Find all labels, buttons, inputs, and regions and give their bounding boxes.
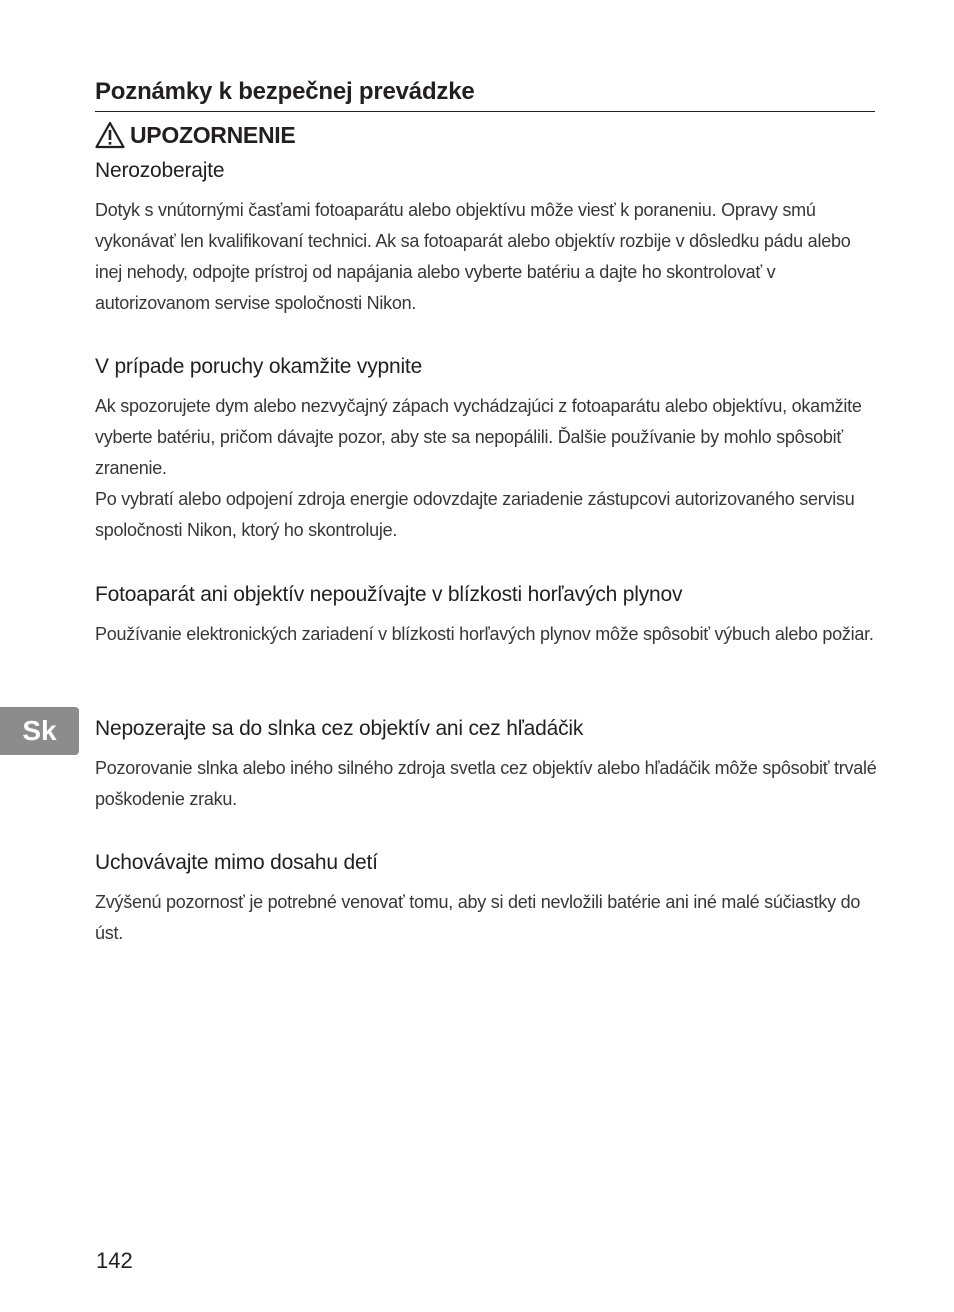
section-children [95,848,880,949]
caution-heading [95,118,295,152]
section-heading: V prípade poruchy okamžite vypnite [95,355,423,378]
section-paragraph: Zvýšenú pozornosť je potrebné venovať tomu, aby si deti nevložili batérie ani iné malé súčiastky do úst. [95,892,861,943]
section-flammable-gas [95,580,880,650]
section-heading: Nerozoberajte [95,159,225,182]
section-paragraph: Po vybratí alebo odpojení zdroja energie odovzdajte zariadenie zástupcovi autorizovaného servisu spoločnosti Nikon, ktorý ho skontroluje. [95,489,855,540]
section-heading: Fotoaparát ani objektív nepoužívajte v blízkosti horľavých plynov [95,583,683,606]
page-number: 142 [96,1248,133,1273]
language-tab: Sk [0,707,79,755]
section-heading: Uchovávajte mimo dosahu detí [95,851,378,874]
warning-triangle-icon [95,121,125,149]
section-malfunction [95,352,880,546]
page-title: Poznámky k bezpečnej prevádzke [95,78,475,105]
section-paragraph: Dotyk s vnútornými časťami fotoaparátu alebo objektívu môže viesť k poraneniu. Opravy smú vykonávať len kvalifikovaní technici. Ak sa fotoaparát alebo objektív rozbije v dôsledku pádu alebo inej nehody, odpojte prístroj od napájania alebo vyberte batériu a dajte ho skontrolovať v autorizovanom servise spoločnosti Nikon. [95,200,851,313]
section-disassembly [95,156,880,319]
section-heading: Nepozerajte sa do slnka cez objektív ani cez hľadáčik [95,717,584,740]
section-paragraph: Používanie elektronických zariadení v blízkosti horľavých plynov môže spôsobiť výbuch alebo požiar. [95,624,874,644]
caution-label: UPOZORNENIE [130,121,296,148]
section-paragraph: Pozorovanie slnka alebo iného silného zdroja svetla cez objektív alebo hľadáčik môže spôsobiť trvalé poškodenie zraku. [95,758,877,809]
section-sun [95,714,880,815]
section-paragraph: Ak spozorujete dym alebo nezvyčajný zápach vychádzajúci z fotoaparátu alebo objektívu, okamžite vyberte batériu, pričom dávajte pozor, aby ste sa nepopálili. Ďalšie používanie by mohlo spôsobiť zranenie. [95,396,862,478]
title-divider [95,111,875,112]
